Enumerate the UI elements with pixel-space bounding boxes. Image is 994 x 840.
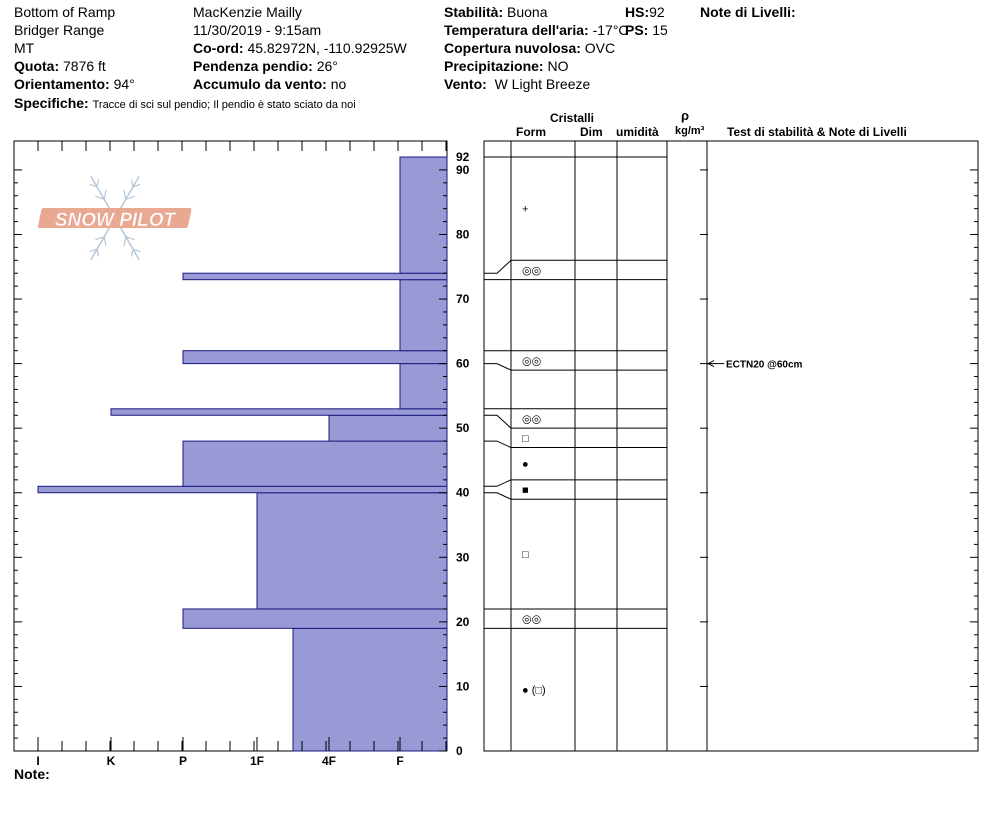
hs-value: 92 [649,4,665,20]
hardness-bar [38,486,447,492]
connector-line [484,364,511,370]
slope-value: 26° [316,58,338,74]
hardness-label: F [396,754,404,768]
wind-label: Vento: [444,76,487,92]
hardness-bar [400,280,447,351]
ps-label: PS: [625,22,649,38]
grain-form-symbol: ● (□) [522,684,546,697]
air-temp-value: -17°C [592,22,629,38]
hardness-bar [183,609,447,628]
depth-label: 70 [456,292,470,307]
depth-label: 10 [456,679,470,694]
depth-label: 0 [456,744,463,758]
grain-form-symbol: □ [522,549,529,562]
hardness-label: 1F [249,754,265,768]
hardness-label: 4F [321,754,337,768]
aspect-label: Orientamento: [14,76,110,92]
col-header-density-unit: kg/m³ [675,125,705,137]
hardness-bar [183,351,447,364]
grain-form-symbol: ◎◎ [522,355,542,368]
hardness-bar [257,493,447,609]
precip-label: Precipitazione: [444,58,544,74]
hardness-label: I [36,754,40,768]
col-header-form: Form [516,125,546,139]
snowflake-branch [104,237,106,246]
snowflake-branch [132,179,133,186]
grain-form-symbol: ◎◎ [522,613,542,626]
elevation-label: Quota: [14,58,60,74]
specifics-label: Specifiche: [14,95,89,111]
depth-label: 80 [456,227,470,242]
range: Bridger Range [14,22,105,38]
grain-form-symbol: + [522,203,529,216]
connector-line [484,415,511,428]
logo-text: SNOW PILOT [54,210,176,231]
col-header-rho: ρ [681,108,690,123]
stability-value: Buona [507,4,548,20]
observer: MacKenzie Mailly [193,4,302,20]
snowflake-branch [132,249,133,256]
cloud-label: Copertura nuvolosa: [444,40,581,56]
snowflake-branch [124,190,126,199]
precip-value: NO [547,58,569,74]
hardness-bar [183,441,447,486]
coord-label: Co-ord: [193,40,244,56]
ps-value: 15 [652,22,668,38]
air-temp-label: Temperatura dell'aria: [444,22,589,38]
grain-form-symbol: □ [522,432,529,445]
hardness-bar [183,273,447,279]
col-header-tests: Test di stabilità & Note di Livelli [727,125,907,139]
depth-label: 50 [456,421,470,436]
hardness-bar [111,409,447,415]
hardness-bar [329,415,447,441]
hardness-bar [400,364,447,409]
hs-label: HS: [625,4,650,20]
grain-form-symbol: ■ [522,484,529,497]
state: MT [14,40,35,56]
col-header-dim: Dim [580,125,603,139]
grain-form-symbol: ● [522,458,529,471]
depth-top-label: 92 [456,150,470,164]
connector-line [484,493,511,499]
snowpilot-logo [38,176,192,259]
test-label: ECTN20 @60cm [726,359,803,371]
snowflake-branch [97,249,98,256]
depth-label: 30 [456,550,470,565]
snowflake-branch [124,237,126,246]
col-header-umidita: umidità [616,125,659,139]
snowflake-branch [97,179,98,186]
grain-form-symbol: ◎◎ [522,413,542,426]
datetime: 11/30/2019 - 9:15am [193,22,322,38]
hardness-label: K [106,754,116,768]
note-label: Note: [14,766,50,782]
depth-label: 90 [456,162,470,177]
aspect-value: 94° [113,76,135,92]
hardness-label: P [178,754,188,768]
location: Bottom of Ramp [14,4,116,20]
coord-value: 45.82972N, -110.92925W [247,40,407,56]
layer-table-frame [484,141,978,751]
elevation-value: 7876 ft [63,58,106,74]
depth-label: 60 [456,356,470,371]
connector-line [484,260,511,273]
stability-label: Stabilità: [444,4,504,20]
connector-line [484,480,511,486]
wind-loading-label: Accumulo da vento: [193,76,327,92]
wind-value: W Light Breeze [494,76,591,92]
specifics-value: Tracce di sci sul pendio; Il pendio è stato sciato da noi [92,99,356,111]
hardness-bar [293,628,447,751]
slope-label: Pendenza pendio: [193,58,313,74]
cloud-value: OVC [584,40,616,56]
wind-loading-value: no [330,76,347,92]
grain-form-symbol: ◎◎ [522,264,542,277]
connector-line [484,441,511,447]
depth-label: 20 [456,614,470,629]
layer-notes-label: Note di Livelli: [700,4,796,20]
snowflake-branch [104,190,106,199]
hardness-bar [400,157,447,273]
depth-label: 40 [456,485,470,500]
col-header-cristalli: Cristalli [550,111,595,125]
